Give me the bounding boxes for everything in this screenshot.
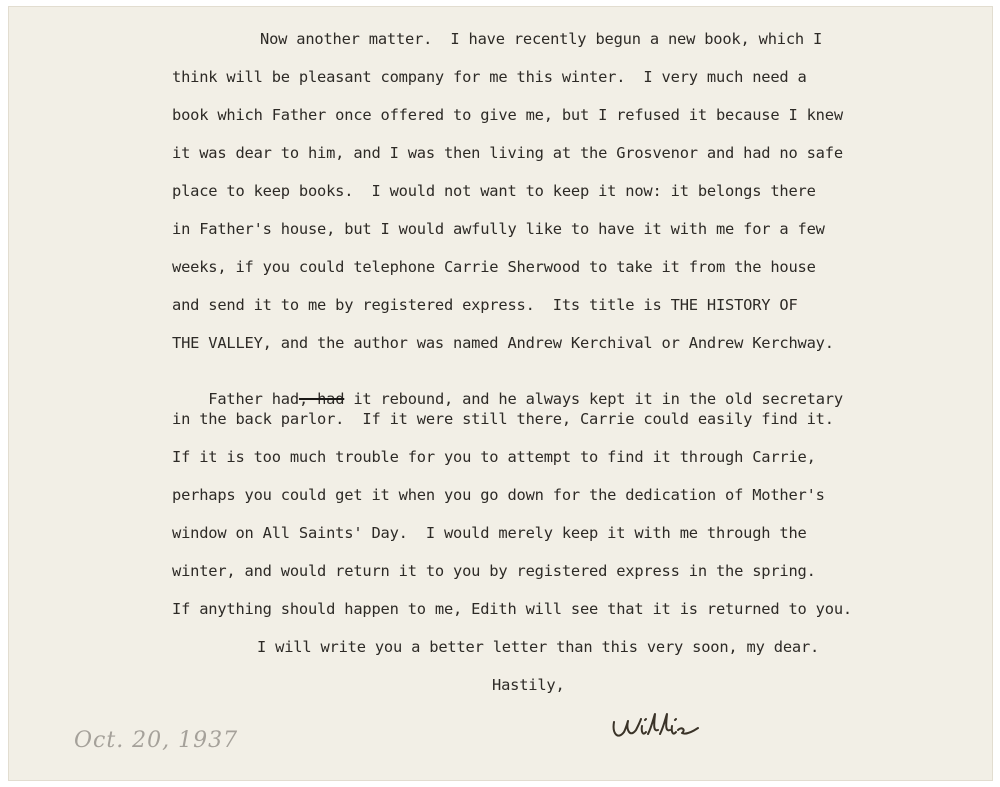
- letter-text: it rebound, and he always kept it in the old secretary: [344, 390, 843, 408]
- letter-line: window on All Saints' Day. I would merely keep it with me through the: [172, 524, 807, 542]
- letter-closing: Hastily,: [492, 676, 565, 694]
- letter-line: THE VALLEY, and the author was named Andrew Kerchival or Andrew Kerchway.: [172, 334, 834, 352]
- letter-page: [8, 6, 993, 781]
- letter-line: weeks, if you could telephone Carrie Sherwood to take it from the house: [172, 258, 816, 276]
- letter-line: Now another matter. I have recently begun a new book, which I: [260, 30, 823, 48]
- letter-line: and send it to me by registered express. Its title is THE HISTORY OF: [172, 296, 798, 314]
- signature: [608, 708, 718, 748]
- letter-line: If anything should happen to me, Edith will see that it is returned to you.: [172, 600, 852, 618]
- letter-line: it was dear to him, and I was then living at the Grosvenor and had no safe: [172, 144, 843, 162]
- letter-text: Father had: [208, 390, 299, 408]
- letter-line: think will be pleasant company for me this winter. I very much need a: [172, 68, 807, 86]
- letter-line: I will write you a better letter than this very soon, my dear.: [257, 638, 820, 656]
- pencil-date-annotation: Oct. 20, 1937: [74, 728, 239, 753]
- letter-line: in Father's house, but I would awfully like to have it with me for a few: [172, 220, 825, 238]
- letter-line: in the back parlor. If it were still there, Carrie could easily find it.: [172, 410, 834, 428]
- letter-line: perhaps you could get it when you go down for the dedication of Mother's: [172, 486, 825, 504]
- letter-line: book which Father once offered to give me, but I refused it because I knew: [172, 106, 843, 124]
- struck-text: , had: [298, 390, 345, 408]
- letter-line: winter, and would return it to you by registered express in the spring.: [172, 562, 816, 580]
- letter-line: If it is too much trouble for you to attempt to find it through Carrie,: [172, 448, 816, 466]
- letter-line: place to keep books. I would not want to keep it now: it belongs there: [172, 182, 816, 200]
